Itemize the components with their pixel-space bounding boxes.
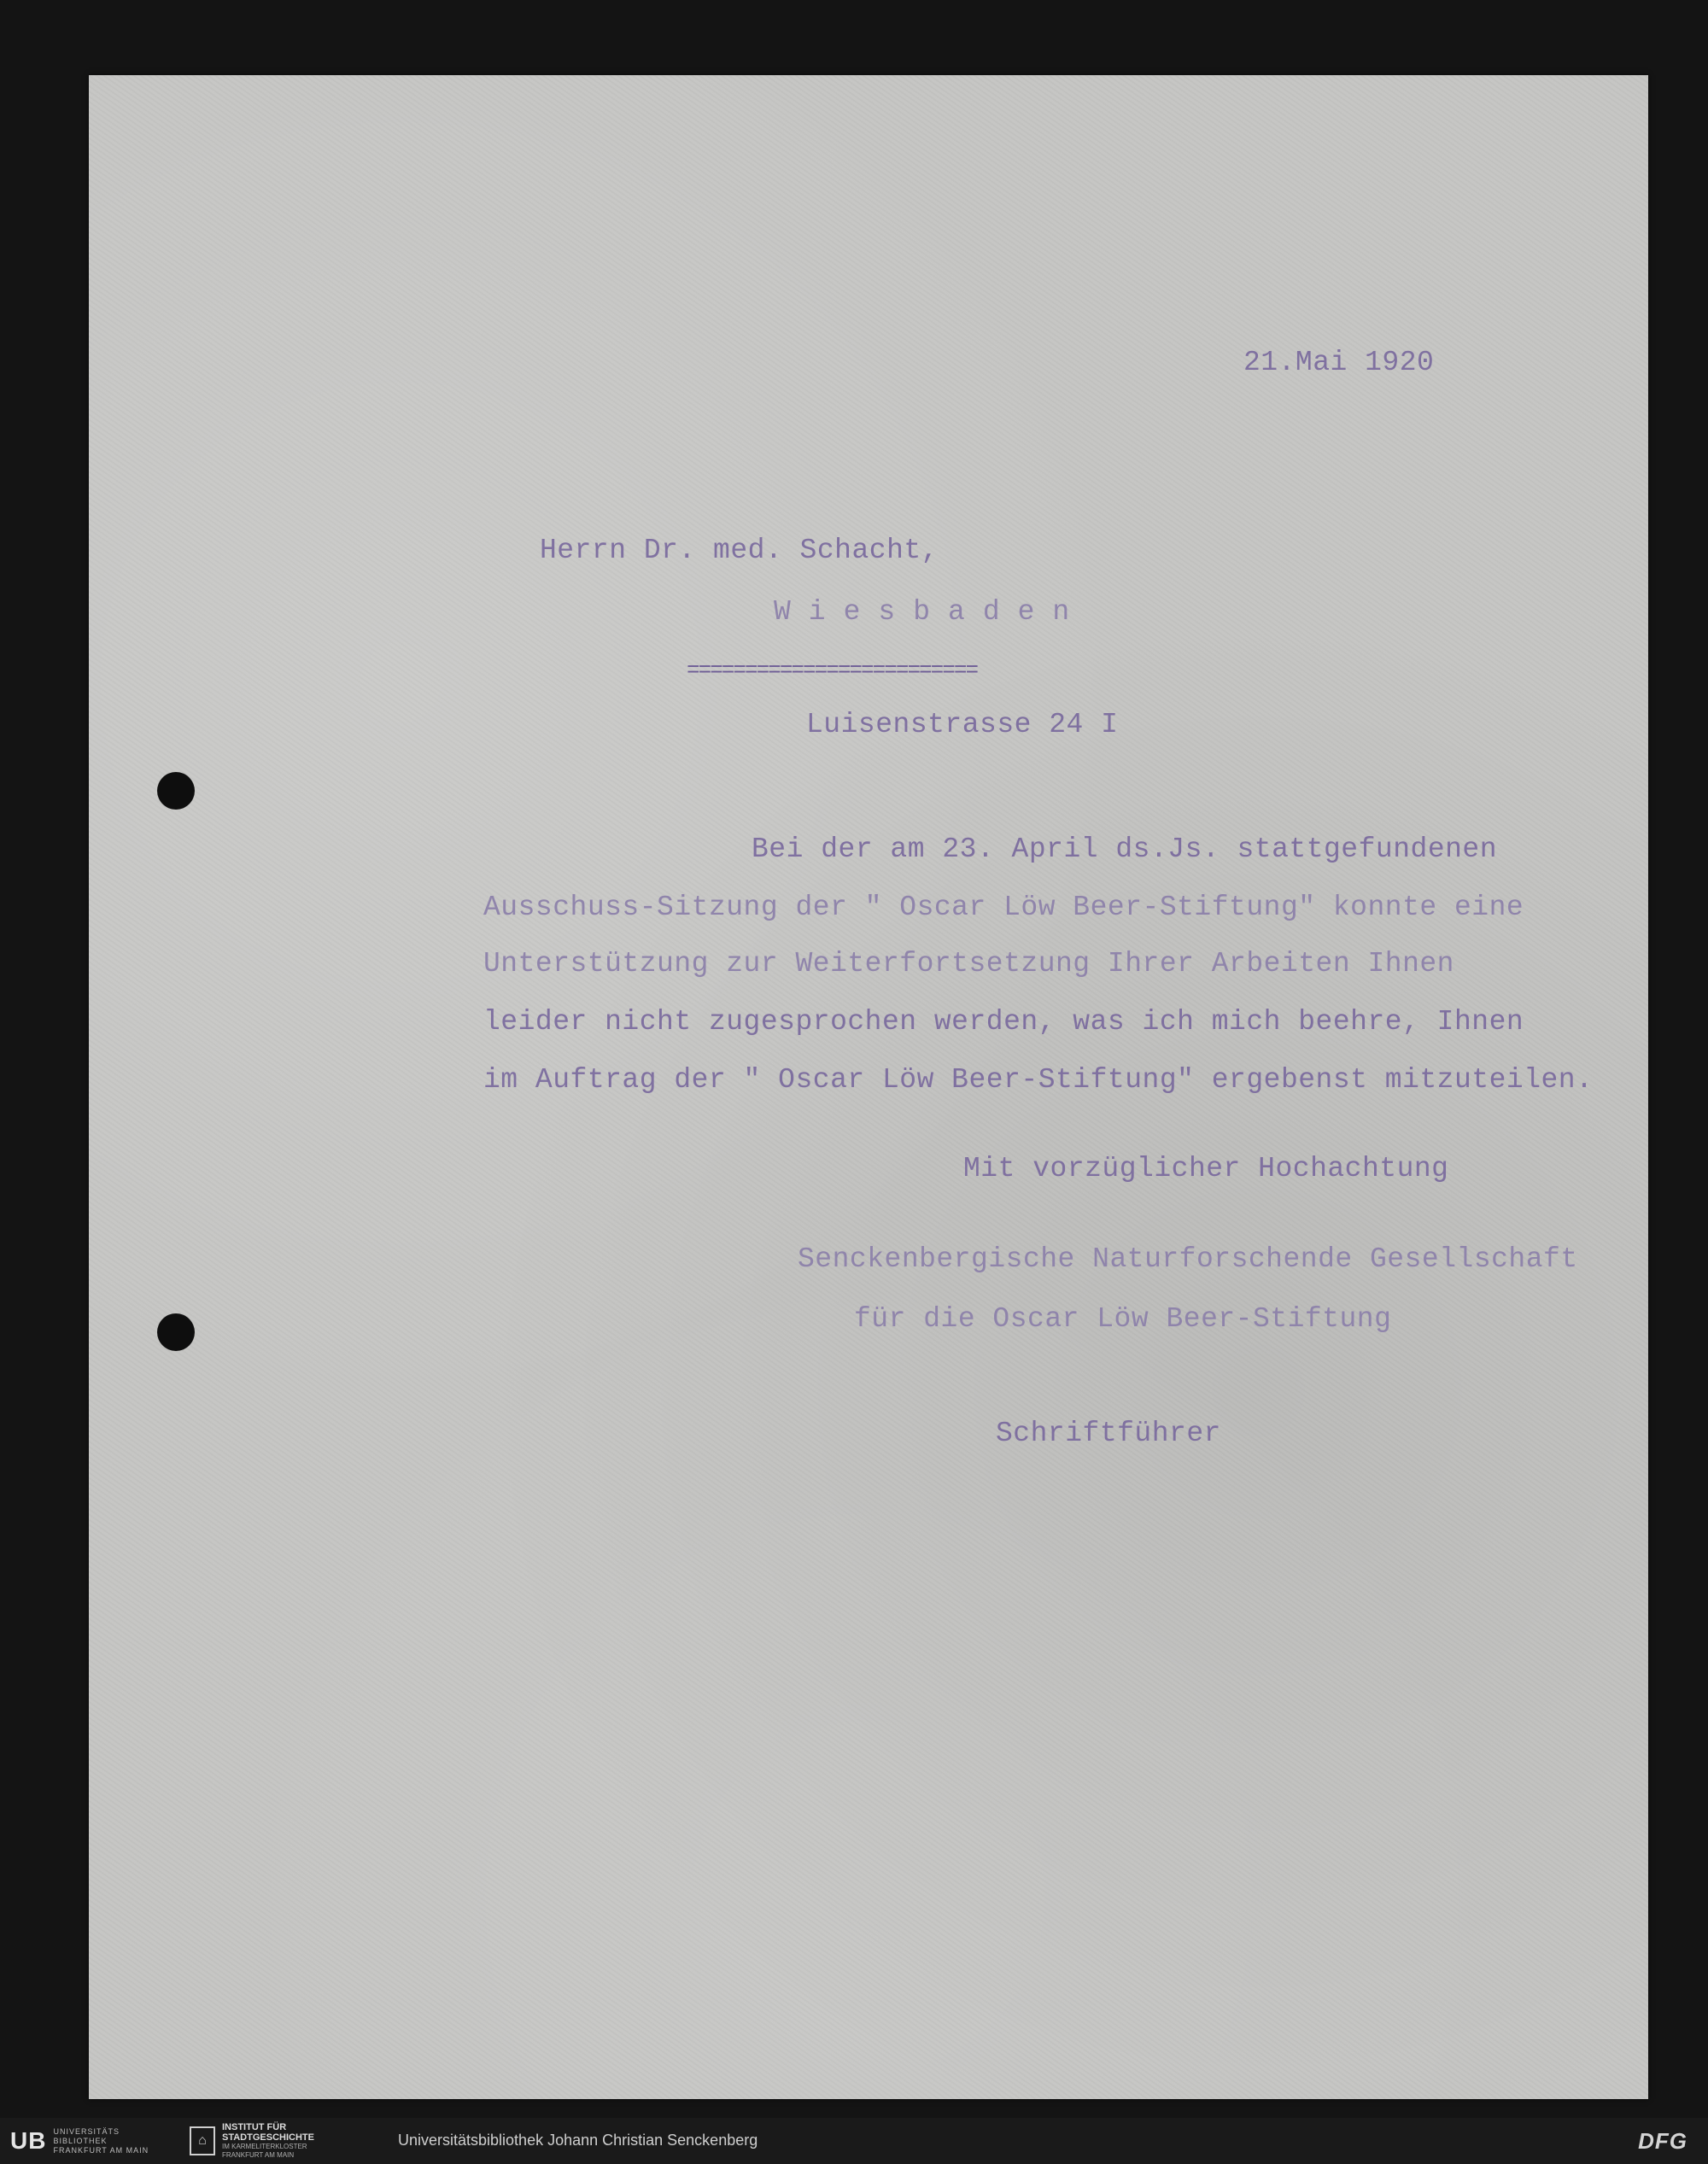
signature-role: Schriftführer <box>996 1418 1221 1449</box>
archive-footer <box>0 2118 1708 2164</box>
body-line-2: Ausschuss-Sitzung der " Oscar Löw Beer-Stiftung" konnte eine <box>483 892 1524 923</box>
isg-sub-line-1: IM KARMELITERKLOSTER <box>222 2143 307 2150</box>
ub-text-line-1: UNIVERSITÄTS <box>53 2126 120 2136</box>
recipient-name: Herrn Dr. med. Schacht, <box>540 535 939 566</box>
punch-hole-top <box>157 772 195 810</box>
body-line-4: leider nicht zugesprochen werden, was ich mich beehre, Ihnen <box>483 1006 1524 1038</box>
signature-foundation: für die Oscar Löw Beer-Stiftung <box>854 1303 1392 1335</box>
recipient-city: Wiesbaden <box>774 596 1088 628</box>
body-line-5: im Auftrag der " Oscar Löw Beer-Stiftung" ergebenst mitzuteilen. <box>483 1064 1594 1096</box>
recipient-street: Luisenstrasse 24 I <box>806 709 1119 740</box>
isg-text-line-1: INSTITUT FÜR <box>222 2122 287 2132</box>
building-icon: ⌂ <box>190 2126 215 2155</box>
city-underline: ========================= <box>687 658 978 683</box>
signature-organization: Senckenbergische Naturforschende Gesellschaft <box>798 1243 1578 1275</box>
isg-logo[interactable] <box>190 2122 314 2159</box>
ub-text-line-3: FRANKFURT AM MAIN <box>53 2145 149 2155</box>
ub-logo-text <box>53 2127 149 2155</box>
body-line-3: Unterstützung zur Weiterfortsetzung Ihrer Arbeiten Ihnen <box>483 948 1454 980</box>
dfg-logo[interactable]: DFG <box>1638 2128 1688 2154</box>
body-line-1: Bei der am 23. April ds.Js. stattgefundenen <box>752 833 1498 865</box>
letter-sheet <box>89 75 1648 2099</box>
letter-date: 21.Mai 1920 <box>1243 347 1435 378</box>
ub-text-line-2: BIBLIOTHEK <box>53 2136 108 2145</box>
isg-sub-line-2: FRANKFURT AM MAIN <box>222 2151 295 2159</box>
isg-logo-text <box>222 2122 314 2160</box>
closing-phrase: Mit vorzüglicher Hochachtung <box>963 1153 1449 1184</box>
ub-logo[interactable] <box>10 2126 149 2156</box>
punch-hole-bottom <box>157 1313 195 1351</box>
isg-text-line-2: STADTGESCHICHTE <box>222 2132 314 2143</box>
library-name[interactable]: Universitätsbibliothek Johann Christian Senckenberg <box>398 2132 758 2149</box>
ub-mark: UB <box>10 2127 47 2154</box>
